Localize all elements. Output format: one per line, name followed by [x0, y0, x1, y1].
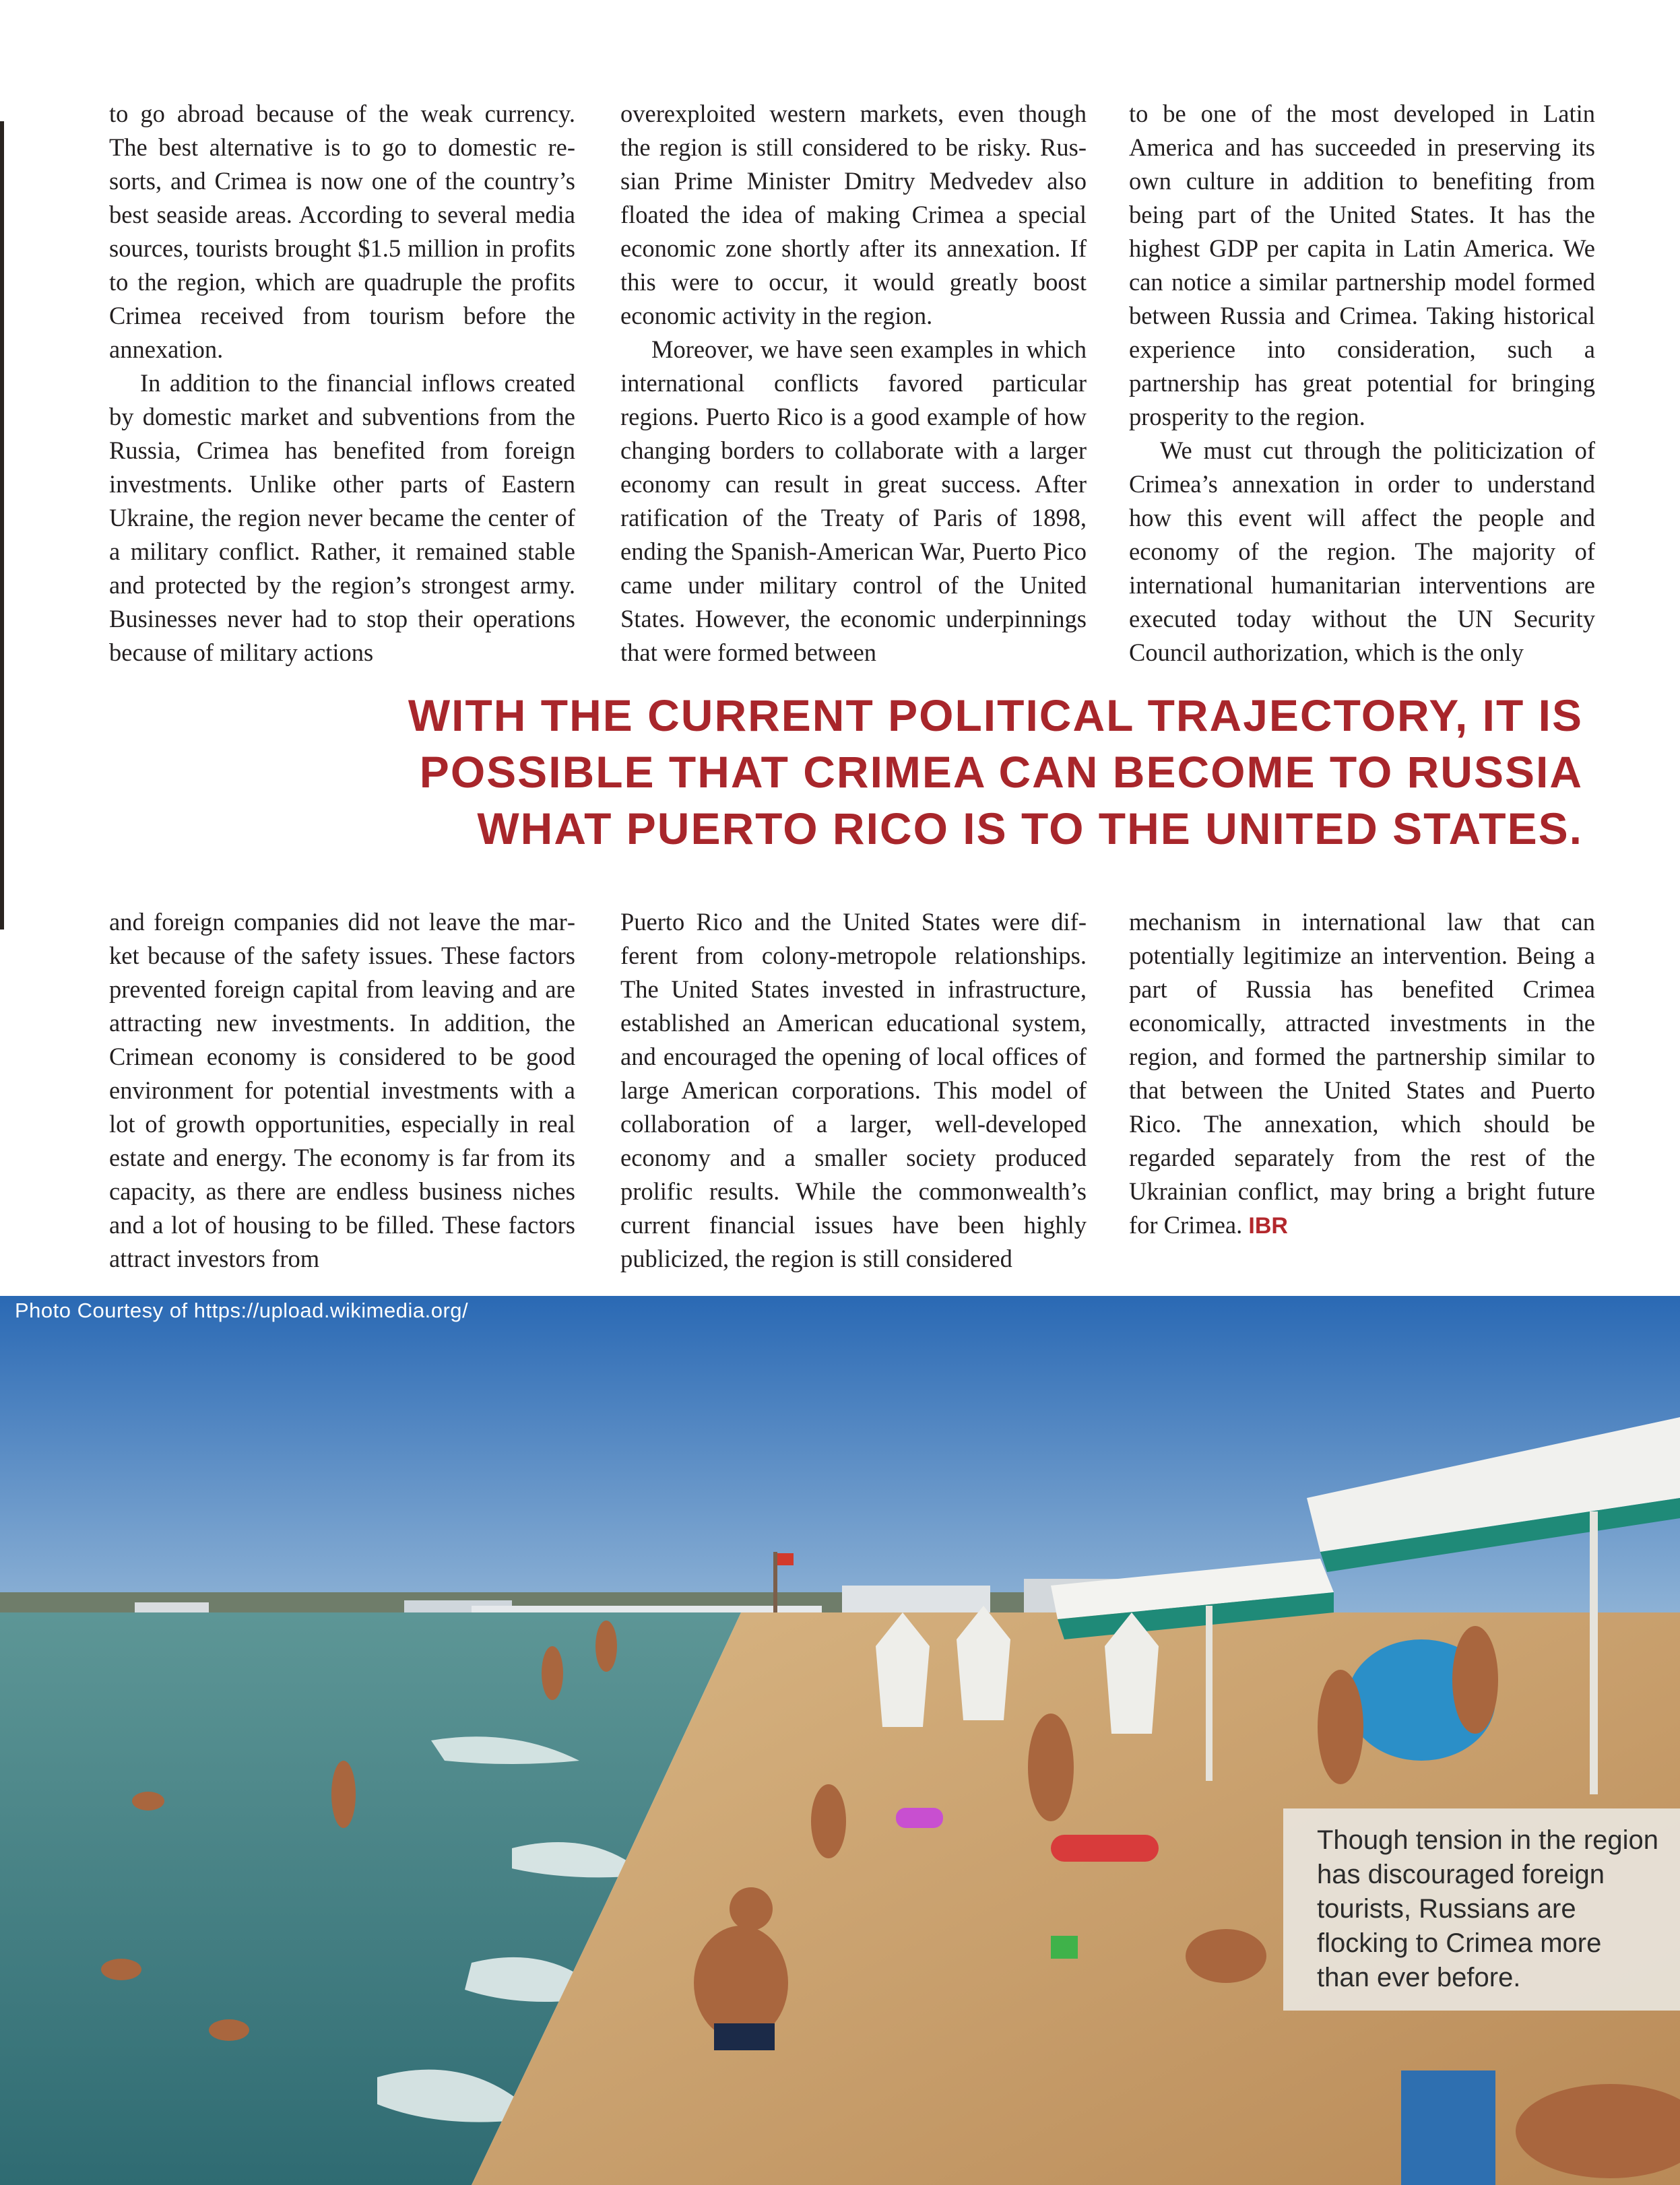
article-column-3-bottom: [1129, 905, 1595, 1243]
paragraph-text: mechanism in international law that can potentially legitimize an intervention. Being a part of Russia has benefited Crimea economically, attracted investments in the region, and formed the partnership similar to that between the United States and Puerto Rico. The annexation, which should be regarded separately from the rest of the Ukrainian conflict, may bring a bright future for Crimea.: [1129, 908, 1595, 1239]
flag-pole: [773, 1552, 777, 1612]
article-column-3-top: [1129, 97, 1595, 670]
person: [1186, 1929, 1266, 1983]
pull-quote-line-1: WITH THE CURRENT POLITICAL TRAJECTORY, IT IS: [408, 690, 1583, 740]
pull-quote: [216, 687, 1583, 857]
beach-photo: [0, 1296, 1680, 2185]
swim-trunks: [714, 2023, 775, 2050]
paragraph: Puerto Rico and the United States were different from colony-metropole relationships. The United States invested in infrastructure, established an American educational system, and encouraged the opening of local offices of large American corporations. This model of collaboration of a larger, well-developed economy and a smaller society produced prolific results. While the commonwealth’s current financial issues have been highly publicized, the region is still considered: [620, 908, 1087, 1272]
article-column-1-bottom: [109, 905, 575, 1276]
photo-caption-box: [1283, 1808, 1680, 2011]
umbrella-pole: [1590, 1511, 1598, 1794]
swimmer: [101, 1959, 141, 1980]
paragraph: Moreover, we have seen examples in which international conflicts favored particular regions. Puerto Rico is a good example of how changing borders to collaborate with a larger economy can result in great success. After ratification of the Treaty of Paris of 1898, ending the Spanish-American War, Puerto Pico came under military control of the United States. However, the economic underpinnings that were formed between: [620, 335, 1087, 666]
umbrella-pole: [1206, 1606, 1213, 1781]
inflatable-toy: [1051, 1835, 1159, 1862]
pull-quote-line-2: POSSIBLE THAT CRIMEA CAN BECOME TO RUSSIA: [419, 747, 1583, 797]
inflatable-toy: [896, 1808, 943, 1828]
photo-credit: Photo Courtesy of https://upload.wikimedia.org/: [15, 1299, 469, 1322]
sky: [0, 1296, 1680, 1619]
person: [595, 1621, 617, 1672]
paragraph: to go abroad because of the weak currency. The best alternative is to go to domestic resorts, and Crimea is now one of the country’s best seaside areas. According to several media sources, tourists brought $1.5 million in profits to the region, which are quadruple the profits Crimea received from tourism before the annexation.: [109, 100, 575, 363]
person: [1318, 1670, 1363, 1784]
article-column-1-top: [109, 97, 575, 670]
paragraph: overexploited western markets, even though the region is still considered to be risky. Russian Prime Minister Dmitry Medvedev also floated the idea of making Crimea a special economic zone shortly after its annexation. If this were to occur, it would greatly boost economic activity in the region.: [620, 100, 1087, 329]
paragraph: We must cut through the politicization of Crimea’s annexation in order to understand how this event will affect the people and economy of the region. The majority of international humanitarian interventions are executed today without the UN Security Council authorization, which is the only: [1129, 436, 1595, 666]
photo-caption: Though tension in the region has discouraged foreign tourists, Russians are flocking to Crimea more than ever before.: [1317, 1825, 1659, 1992]
person: [1452, 1626, 1498, 1734]
person: [331, 1761, 356, 1828]
article-column-2-bottom: [620, 905, 1087, 1276]
paragraph: In addition to the financial inflows created by domestic market and subventions from the Russia, Crimea has benefited from foreign investments. Unlike other parts of Eastern Ukraine, the region never became the center of a military conflict. Rather, it remained stable and protected by the region’s strongest army. Businesses never had to stop their operations because of military actions: [109, 369, 575, 666]
paragraph: and foreign companies did not leave the market because of the safety issues. These factors prevented foreign capital from leaving and are attracting new investments. In addition, the Crimean economy is considered to be good environment for potential investments with a lot of growth opportunities, especially in real estate and energy. The economy is far from its capacity, as there are endless business niches and a lot of housing to be filled. These factors attract investors from: [109, 908, 575, 1272]
person: [694, 1926, 788, 2040]
article-column-2-top: [620, 97, 1087, 670]
swimmer: [132, 1792, 164, 1811]
paragraph: [1129, 905, 1595, 1243]
pull-quote-line-3: WHAT PUERTO RICO IS TO THE UNITED STATES.: [477, 804, 1583, 853]
page-edge-strip: [0, 121, 4, 930]
swimmer: [209, 2019, 249, 2041]
sand-bucket: [1051, 1936, 1078, 1959]
person: [542, 1646, 563, 1700]
ibr-end-mark: IBR: [1248, 1213, 1288, 1239]
person: [1028, 1714, 1074, 1821]
paragraph: to be one of the most developed in Latin America and has succeeded in preserving its own culture in addition to benefiting from being part of the United States. It has the highest GDP per capita in Latin America. We can notice a similar partnership model formed between Russia and Crimea. Taking historical experience into consideration, such a partnership has great potential for bringing prosperity to the region.: [1129, 100, 1595, 430]
person: [811, 1784, 846, 1858]
flag: [777, 1553, 794, 1565]
beach-photo-illustration: [0, 1296, 1680, 2185]
towel-child: [1401, 2070, 1495, 2185]
person-head: [730, 1887, 773, 1930]
